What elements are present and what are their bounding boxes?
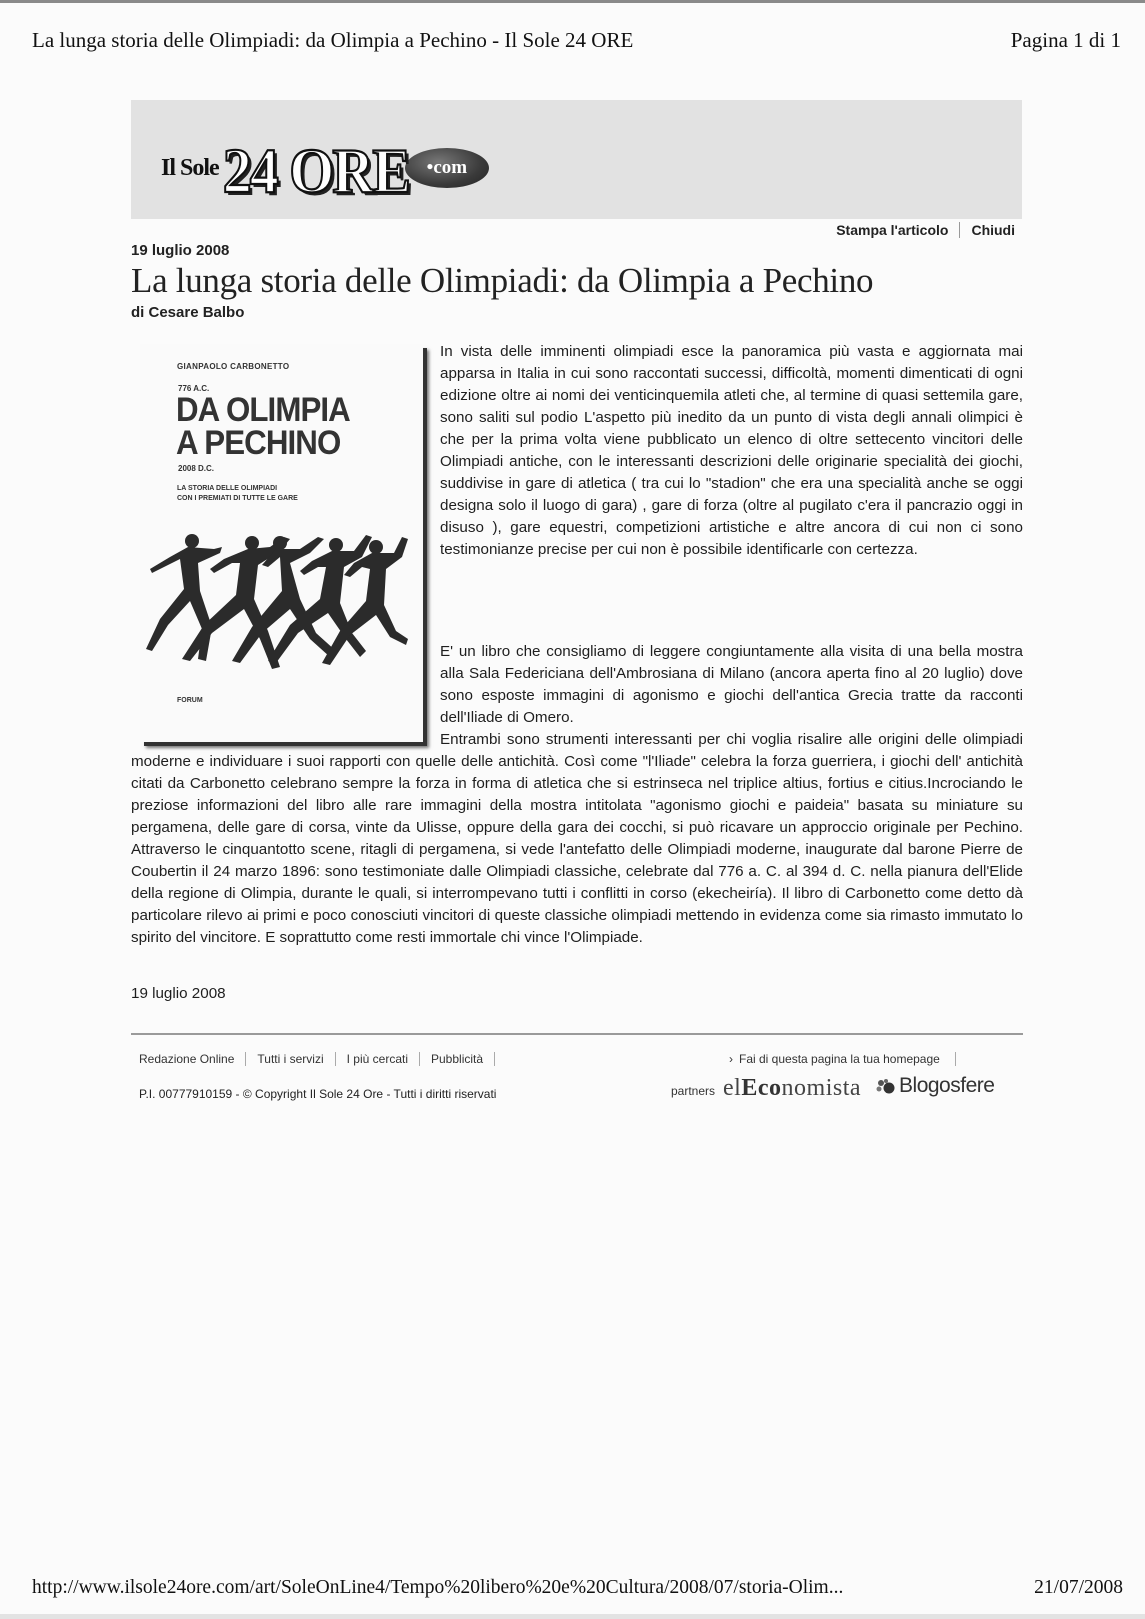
page-top-edge [0, 0, 1145, 3]
blogosfere-icon [875, 1077, 897, 1095]
print-footer-url: http://www.ilsole24ore.com/art/SoleOnLine4/Tempo%20libero%20e%20Cultura/2008/07/storia-Olim... [32, 1577, 844, 1598]
article-author: di Cesare Balbo [131, 304, 245, 321]
article-paragraph: Entrambi sono strumenti interessanti per chi voglia risalire alle origini delle olimpiadi moderne e individuare i suoi rapporti con quelle delle antichità. Così come "l'Iliade" celebra la forza guerriera, i giochi dell' antichità citati da Carbonetto celebrano sempre la forza in forma di atletica che si estrinseca nel triplice altius, fortius e citius.Incrociando le preziose informazioni del libro alle rare immagini della mostra intitolata "agonismo giochi e paideia" basata su miniature su pergamena, delle gare di corsa, vinte da Ulisse, oppure della gara dei cocchi, si può ricavare un approccio originale per Pechino. Attraverso le cinquantotto scene, ritagli di pergamena, si vede l'antefatto delle Olimpiadi moderne, inaugurate dal barone Pierre de Coubertin il 24 marzo 1896: sono testimoniate dalle Olimpiadi classiche, celebrate dal 776 a. C. al 394 d. C. nella pianura dell'Elide della regione di Olimpia, durante le quali, si interrompevano tutti i conflitti in corso (ekecheiría). Il libro di Carbonetto come detto dà particolare rilevo ai primi e poco conosciuti vincitori di queste classiche olimpiadi mettendo in evidenza come sia rimasto immutato lo spirito del vincitore. E soprattutto come resti immortale chi vince l'Olimpiade. [131, 731, 1023, 946]
print-article-link[interactable]: Stampa l'articolo [836, 222, 949, 238]
blogosfere-text: Blogosfere [899, 1074, 995, 1097]
footer-link-divider [419, 1052, 420, 1066]
print-footer-date: 21/07/2008 [1034, 1577, 1123, 1598]
running-athletes-illustration [140, 529, 410, 689]
footer-link-divider [245, 1052, 246, 1066]
close-link[interactable]: Chiudi [971, 222, 1015, 238]
partner-blogosfere-logo[interactable] [875, 1074, 994, 1098]
book-cover-year-end: 2008 D.C. [178, 464, 215, 473]
book-cover-image [140, 344, 423, 742]
book-cover-title-line2: A PECHINO [176, 424, 341, 462]
book-cover-author: GIANPAOLO CARBONETTO [177, 362, 290, 371]
book-cover-subtitle [177, 484, 298, 504]
site-logo[interactable] [161, 130, 489, 207]
book-cover-year-start: 776 A.C. [178, 384, 210, 393]
article-date: 19 luglio 2008 [131, 242, 230, 259]
book-cover-title [176, 391, 350, 462]
article-title: La lunga storia delle Olimpiadi: da Olimpia a Pechino [131, 261, 874, 300]
eleconomista-suffix: nomista [781, 1075, 862, 1101]
partners-label: partners [671, 1084, 716, 1098]
copyright-text: P.I. 00777910159 - © Copyright Il Sole 24 Ore - Tutti i diritti riservati [139, 1087, 497, 1101]
footer-link-pubblicita[interactable]: Pubblicità [431, 1052, 484, 1066]
site-banner [131, 100, 1022, 219]
logo-com-badge: • com [405, 148, 489, 188]
homepage-link-label: Fai di questa pagina la tua homepage [739, 1052, 940, 1066]
logo-24ore-text: 24 ORE [222, 134, 409, 207]
partner-eleconomista-logo[interactable] [723, 1075, 861, 1102]
page-bottom-edge [0, 1614, 1145, 1619]
chevron-right-icon: › [729, 1052, 733, 1066]
book-cover-publisher: FORUM [177, 697, 203, 704]
book-cover-subtitle-line1: LA STORIA DELLE OLIMPIADI [177, 485, 278, 492]
footer-link-tutti-i-servizi[interactable]: Tutti i servizi [257, 1052, 324, 1066]
book-cover-subtitle-line2: CON I PREMIATI DI TUTTE LE GARE [177, 495, 298, 502]
print-header-title: La lunga storia delle Olimpiadi: da Olimpia a Pechino - Il Sole 24 ORE [32, 28, 634, 52]
footer-links [139, 1052, 506, 1066]
footer-divider [131, 1033, 1023, 1035]
book-cover-title-line1: DA OLIMPIA [176, 391, 350, 429]
homepage-link[interactable] [729, 1052, 956, 1066]
footer-link-divider [955, 1052, 956, 1066]
article-closing-date: 19 luglio 2008 [131, 985, 226, 1002]
eleconomista-bold: Eco [741, 1075, 782, 1101]
article-paragraph: E' un libro che consigliamo di leggere congiuntamente alla visita di una bella mostra alla Sala Federiciana dell'Ambrosiana di Milano (ancora aperta fino al 20 luglio) dove sono esposte immagini di agonismo e giochi dell'antica Grecia tratte da racconti dell'Iliade di Omero. [440, 643, 1023, 726]
logo-ilsole-text: Il Sole [161, 155, 219, 181]
footer-link-divider [494, 1052, 495, 1066]
footer-link-i-piu-cercati[interactable]: I più cercati [346, 1052, 408, 1066]
partners [671, 1074, 994, 1102]
logo-com-text: com [433, 157, 468, 178]
article-paragraph: In vista delle imminenti olimpiadi esce la panoramica più vasta e aggiornata mai apparsa in Italia in cui sono raccontati successi, difficoltà, momenti dimenticati di ogni edizione oltre ai nomi dei venticinquemila atleti che, al termine di quasi settemila gare, sono saliti sul podio L'aspetto più inedito da un punto di vista degli annali olimpici è che per la prima volta viene pubblicato un elenco di oltre settecento vincitori delle Olimpiadi antiche, con le interessanti descrizioni delle originarie specialità dei giochi, suddivise in gare di atletica ( tra cui lo "stadion" che era una specialità anche se oggi designa solo il luogo di gara) , gare di forza (oltre al pugilato c'era il pancrazio oggi in disuso ), gare equestri, competizioni artistiche e altre ancora di cui non ci sono testimonianze precise per cui non è possibile identificarle con certezza. [440, 343, 1023, 558]
toolbar-divider [959, 222, 960, 238]
eleconomista-prefix: el [723, 1075, 742, 1101]
article-toolbar [836, 222, 1015, 238]
footer-link-redazione-online[interactable]: Redazione Online [139, 1052, 235, 1066]
footer-link-divider [335, 1052, 336, 1066]
print-header-page-number: Pagina 1 di 1 [1010, 28, 1121, 52]
